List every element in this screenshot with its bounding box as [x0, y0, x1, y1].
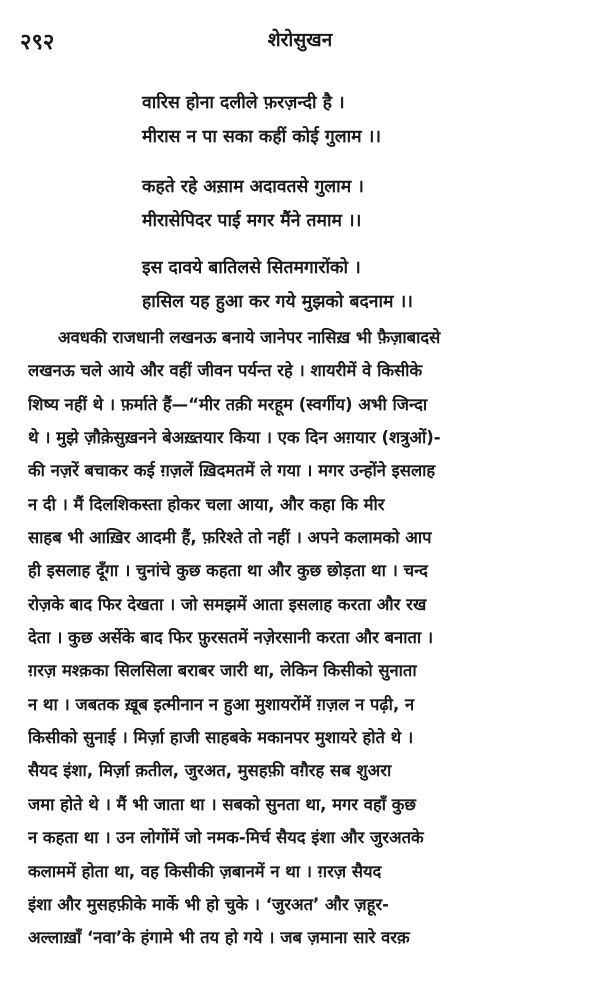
prose-line: रोज़के बाद फिर देखता । जो समझमें आता इसलाह करता और रख: [28, 594, 427, 614]
verse-line: कहते रहे अस़ाम अदावतसे गुलाम ।: [142, 177, 364, 197]
verse-line: वारिस होना दलीले फ़रज़न्दी है ।: [142, 93, 345, 113]
prose-line: देता । कुछ अर्सेके बाद फिर फ़ुरसतमें नज़ेरसानी करता और बनाता ।: [28, 628, 434, 648]
prose-paragraph: [28, 321, 588, 955]
page-number: २९२: [20, 30, 55, 55]
verse-line: इस दावये बातिलसे सितमगारोंको ।: [142, 258, 361, 278]
verse-line: मीरास न पा सका कहीं कोई गुलाम ।।: [142, 127, 381, 147]
couplet: [142, 251, 413, 319]
verse-line: हासिल यह हुआ कर गये मुझको बदनाम ।।: [142, 292, 413, 312]
running-title: शेरोसुखन: [267, 29, 333, 51]
prose-line: अल्लाख़ाँ ‘नवा’के हंगामे भी तय हो गये । जब ज़माना सारे वरक़: [28, 928, 410, 948]
prose-line: सैयद इंशा, मिर्ज़ा क़तील, जुरअत, मुसहफ़ी वग़ैरह सब शुअरा: [28, 761, 392, 781]
couplet: [142, 170, 364, 238]
prose-line: किसीको सुनाई । मिर्ज़ा हाजी साहबके मकानपर मुशायरे होते थे ।: [28, 728, 414, 748]
prose-line: न था । जबतक ख़ूब इत्मीनान न हुआ मुशायरोंमें ग़ज़ल न पढ़ी, न: [28, 694, 415, 714]
prose-line: न दी । मैं दिलशिकस्ता होकर चला आया, और कहा कि मीर: [28, 494, 385, 514]
couplet: [142, 86, 381, 154]
prose-line: कलाममें होता था, वह किसीकी ज़बानमें न था । ग़रज़ सैयद: [28, 861, 382, 881]
prose-line: अवधकी राजधानी लखनऊ बनाये जानेपर नासिख़ भी फ़ैज़ाबादसे: [58, 328, 441, 347]
prose-line: थे । मुझे ज़ौक़ेसुख़नने बेअख़्तयार किया । एक दिन अग़यार (शत्रुओं)-: [28, 428, 441, 448]
prose-line: शिष्य नहीं थे । फ़र्माते हैं—“मीर तक़ी मरहूम (स्वर्गीय) अभी जिन्दा: [28, 394, 428, 414]
prose-line: की नज़रें बचाकर कई ग़ज़लें ख़िदमतमें ले गया । मगर उन्होंने इसलाह: [28, 461, 436, 481]
prose-line: जमा होते थे । मैं भी जाता था । सबको सुनता था, मगर वहाँ कुछ: [28, 794, 416, 814]
prose-line: साहब भी आख़िर आदमी हैं, फ़रिश्ते तो नहीं । अपने कलामको आप: [28, 528, 432, 548]
prose-line: ही इसलाह दूँगा । चुनांचे कुछ कहता था और कुछ छोड़ता था । चन्द: [28, 561, 428, 581]
prose-line: इंशा और मुसहफ़ीके मार्के भी हो चुके । ‘जुरअत’ और ज़हूर-: [28, 894, 390, 914]
prose-line: लखनऊ चले आये और वहीं जीवन पर्यन्त रहे । शायरीमें वे किसीके: [28, 361, 423, 381]
verse-line: मीरासेपिदर पाई मगर मैंने तमाम ।।: [142, 211, 362, 231]
prose-line: ग़रज़ मश्क़का सिलसिला बराबर जारी था, लेकिन किसीको सुनाता: [28, 661, 417, 681]
prose-line: न कहता था । उन लोगोंमें जो नमक-मिर्च सैयद इंशा और जुरअतके: [28, 828, 424, 848]
